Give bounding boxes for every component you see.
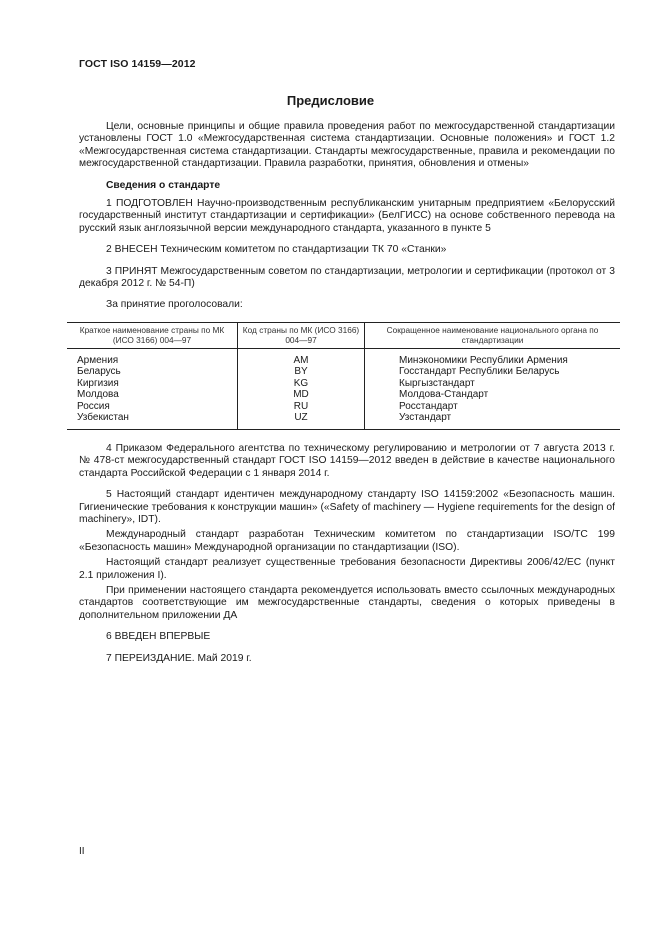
- country-cell: Киргизия: [77, 377, 119, 389]
- country-cell: Молдова: [77, 389, 119, 401]
- country-cell: Узбекистан: [67, 412, 238, 429]
- code-cell: UZ: [238, 412, 365, 429]
- column-header-body: Сокращенное наименование национального органа по стандартизации: [365, 322, 621, 348]
- item-1-paragraph: 1 ПОДГОТОВЛЕН Научно-производственным республиканским унитарным предприятием «Белорусский государственный институт стандартизации и сертификации» (БелГИСС) на основе собственного перевода на русский язык англоязычной версии международного стандарта, указанного в пункте 5: [79, 198, 615, 234]
- section-heading: Сведения о стандарте: [106, 179, 221, 191]
- code-cell: AM: [238, 348, 365, 366]
- voted-label: За принятие проголосовали:: [106, 299, 243, 311]
- code-cell: RU: [238, 401, 365, 413]
- item-5-paragraph: 5 Настоящий стандарт идентичен международному стандарту ISO 14159:2002 «Безопасность машин. Гигиенические требования к конструкции машин» («Safety of machinery — Hygiene requirements for the design of machinery», IDT).: [79, 489, 615, 525]
- country-cell: Россия: [77, 400, 110, 412]
- table-row: [67, 348, 620, 366]
- country-cell: Армения: [77, 354, 119, 366]
- foreword-body: [79, 121, 615, 665]
- item-6-paragraph: 6 ВВЕДЕН ВПЕРВЫЕ: [106, 631, 211, 643]
- table-row: [67, 366, 620, 378]
- item-5-developer-paragraph: Международный стандарт разработан Техническим комитетом по стандартизации ISO/TC 199 «Безопасность машин» Международной организации по стандартизации (ISO).: [79, 529, 615, 553]
- table-row: [67, 378, 620, 390]
- body-cell: Госстандарт Республики Беларусь: [365, 366, 621, 378]
- body-cell: Минэкономики Республики Армения: [365, 348, 621, 366]
- votes-table-header-row: [67, 322, 620, 348]
- body-cell: Молдова-Стандарт: [365, 389, 621, 401]
- item-3-paragraph: 3 ПРИНЯТ Межгосударственным советом по стандартизации, метрологии и сертификации (протокол от 3 декабря 2012 г. № 54-П): [79, 265, 615, 290]
- body-cell: Узстандарт: [365, 412, 621, 429]
- standard-header: ГОСТ ISO 14159—2012: [79, 58, 196, 70]
- item-5-directive-paragraph: Настоящий стандарт реализует существенные требования безопасности Директивы 2006/42/ЕС (пункт 2.1 приложения I).: [79, 557, 615, 581]
- column-header-country: Краткое наименование страны по МК (ИСО 3166) 004—97: [67, 322, 238, 348]
- body-cell: Росстандарт: [365, 401, 621, 413]
- page-title: Предисловие: [286, 93, 375, 108]
- table-row: [67, 389, 620, 401]
- page-number: II: [79, 846, 85, 857]
- country-cell: Беларусь: [77, 366, 121, 378]
- code-cell: MD: [238, 389, 365, 401]
- code-cell: KG: [238, 378, 365, 390]
- votes-table: [67, 322, 620, 430]
- table-row: [67, 412, 620, 429]
- item-7-paragraph: 7 ПЕРЕИЗДАНИЕ. Май 2019 г.: [106, 652, 252, 664]
- column-header-code: Код страны по МК (ИСО 3166) 004—97: [238, 322, 365, 348]
- intro-paragraph: Цели, основные принципы и общие правила проведения работ по межгосударственной стандартизации установлены ГОСТ 1.0 «Межгосударственная система стандартизации. Основные положения» и ГОСТ 1.2 «Межгосударственная система стандартизации. Стандарты межгосударственные, правила и рекомендации по межгосударственной стандартизации. Правила разработки, принятия, обновления и отмены»: [79, 121, 615, 170]
- item-5-references-paragraph: При применении настоящего стандарта рекомендуется использовать вместо ссылочных международных стандартов соответствующие им межгосударственные стандарты, сведения о которых приведены в дополнительном приложении ДА: [79, 584, 615, 621]
- code-cell: BY: [238, 366, 365, 378]
- body-cell: Кыргызстандарт: [365, 378, 621, 390]
- table-row: [67, 401, 620, 413]
- item-2-paragraph: 2 ВНЕСЕН Техническим комитетом по стандартизации ТК 70 «Станки»: [106, 244, 447, 256]
- item-4-paragraph: 4 Приказом Федерального агентства по техническому регулированию и метрологии от 7 августа 2013 г. № 478-ст межгосударственный стандарт ГОСТ ISO 14159—2012 введен в действие в качестве национального стандарта Российской Федерации с 1 января 2014 г.: [79, 442, 615, 479]
